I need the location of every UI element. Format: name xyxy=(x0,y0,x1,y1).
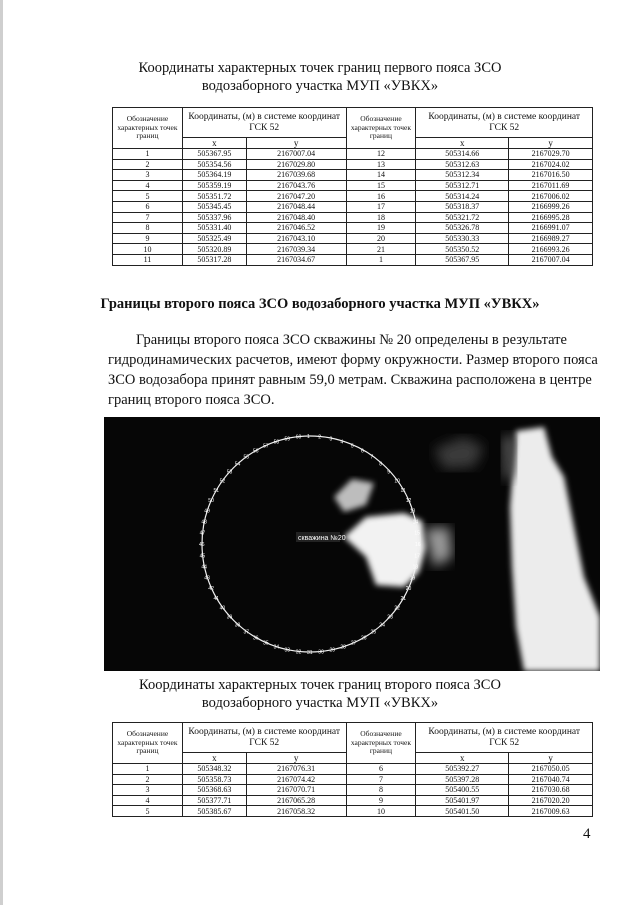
table2 xyxy=(112,722,593,817)
cell-r-n: 14 xyxy=(346,170,416,181)
table1-label-header-right: Обозначение характерных точек границ xyxy=(346,108,416,149)
cell-r-x: 505312.34 xyxy=(416,170,509,181)
cell-l-n: 9 xyxy=(113,233,183,244)
cell-l-n: 4 xyxy=(113,180,183,191)
table-row xyxy=(113,212,593,223)
cell-l-n: 3 xyxy=(113,785,183,796)
table1-y-header-right: y xyxy=(509,138,593,149)
cell-r-x: 505312.63 xyxy=(416,159,509,170)
boundary-point-label: 40 xyxy=(219,605,226,612)
boundary-point-label: 37 xyxy=(243,629,250,636)
cell-r-n: 7 xyxy=(346,774,416,785)
cell-r-y: 2167040.74 xyxy=(509,774,593,785)
cell-r-n: 19 xyxy=(346,223,416,234)
table2-coord-header: Координаты, (м) в системе координат ГСК 52 xyxy=(182,723,346,753)
boundary-point-label: 32 xyxy=(295,649,302,656)
boundary-point-label: 36 xyxy=(253,635,259,642)
cell-r-y: 2166991.07 xyxy=(509,223,593,234)
table2-title: Координаты характерных точек границ второго пояса ЗСО водозаборного участка МУП «УВКХ» xyxy=(139,677,501,711)
cell-l-y: 2167048.44 xyxy=(246,201,346,212)
cell-l-x: 505337.96 xyxy=(182,212,246,223)
boundary-point-label: 9 xyxy=(387,469,391,476)
cell-r-n: 20 xyxy=(346,233,416,244)
table-row xyxy=(113,244,593,255)
cell-r-n: 13 xyxy=(346,159,416,170)
boundary-point-label: 48 xyxy=(201,519,207,526)
cell-l-x: 505351.72 xyxy=(182,191,246,202)
table1-x-header-right: x xyxy=(416,138,509,149)
boundary-point-label: 54 xyxy=(234,461,241,468)
table-row xyxy=(113,764,593,775)
table-row xyxy=(113,201,593,212)
cell-r-x: 505392.27 xyxy=(416,764,509,775)
boundary-point-label: 17 xyxy=(414,553,420,560)
cell-r-n: 16 xyxy=(346,191,416,202)
table-row xyxy=(113,223,593,234)
table2-label-header-right: Обозначение характерных точек границ xyxy=(346,723,416,764)
table-row xyxy=(113,159,593,170)
cell-l-y: 2167043.10 xyxy=(246,233,346,244)
paragraph-line-4: границ второго пояса ЗСО. xyxy=(108,392,275,408)
cell-r-x: 505318.37 xyxy=(416,201,509,212)
cell-r-n: 21 xyxy=(346,244,416,255)
cell-l-y: 2167070.71 xyxy=(246,785,346,796)
cell-l-y: 2167074.42 xyxy=(246,774,346,785)
cell-l-n: 8 xyxy=(113,223,183,234)
boundary-point-label: 21 xyxy=(400,596,407,602)
cell-l-n: 11 xyxy=(113,254,183,265)
cell-r-y: 2167030.68 xyxy=(509,785,593,796)
table1-label-header: Обозначение характерных точек границ xyxy=(113,108,183,149)
cell-l-n: 10 xyxy=(113,244,183,255)
table2-label-header: Обозначение характерных точек границ xyxy=(113,723,183,764)
cell-l-x: 505317.28 xyxy=(182,254,246,265)
cell-r-n: 18 xyxy=(346,212,416,223)
cell-r-x: 505397.28 xyxy=(416,774,509,785)
well-label: скважина №20 xyxy=(298,535,346,542)
boundary-point-label: 42 xyxy=(208,585,214,592)
boundary-point-label: 45 xyxy=(199,553,206,560)
boundary-point-label: 52 xyxy=(219,478,226,485)
cell-l-n: 2 xyxy=(113,774,183,785)
boundary-point-label: 16 xyxy=(415,542,421,548)
cell-l-x: 505348.32 xyxy=(182,764,246,775)
cell-l-y: 2167076.31 xyxy=(246,764,346,775)
cell-r-n: 10 xyxy=(346,806,416,817)
table-row xyxy=(113,149,593,160)
cell-l-n: 7 xyxy=(113,212,183,223)
cell-l-n: 3 xyxy=(113,170,183,181)
cell-r-y: 2167011.69 xyxy=(509,180,593,191)
cell-r-n: 8 xyxy=(346,785,416,796)
cell-r-x: 505350.52 xyxy=(416,244,509,255)
cell-l-y: 2167007.04 xyxy=(246,149,346,160)
cell-l-y: 2167043.76 xyxy=(246,180,346,191)
table1-coord-header: Координаты, (м) в системе координат ГСК 52 xyxy=(182,108,346,138)
boundary-point-label: 5 xyxy=(350,443,354,450)
boundary-point-label: 29 xyxy=(329,647,336,654)
boundary-point-label: 33 xyxy=(284,647,291,654)
cell-l-n: 5 xyxy=(113,191,183,202)
table1-coord-header-right: Координаты, (м) в системе координат ГСК 52 xyxy=(416,108,593,138)
cell-l-x: 505364.19 xyxy=(182,170,246,181)
cell-r-y: 2167006.02 xyxy=(509,191,593,202)
table2-y-header-right: y xyxy=(509,753,593,764)
table1 xyxy=(112,107,593,266)
boundary-point-label: 35 xyxy=(263,640,269,647)
cell-l-x: 505368.63 xyxy=(182,785,246,796)
cell-l-y: 2167029.80 xyxy=(246,159,346,170)
cell-l-n: 4 xyxy=(113,795,183,806)
table2-x-header-right: x xyxy=(416,753,509,764)
boundary-point-label: 60 xyxy=(295,434,302,441)
boundary-point-label: 26 xyxy=(361,635,367,642)
boundary-point-label: 19 xyxy=(409,575,416,582)
table2-coord-header-right: Координаты, (м) в системе координат ГСК 52 xyxy=(416,723,593,753)
cell-l-y: 2167065.28 xyxy=(246,795,346,806)
boundary-point-label: 34 xyxy=(273,644,280,651)
boundary-point-label: 47 xyxy=(199,530,206,537)
cell-l-x: 505377.71 xyxy=(182,795,246,806)
boundary-point-label: 7 xyxy=(370,454,374,461)
cell-r-y: 2167007.04 xyxy=(509,254,593,265)
cell-r-x: 505367.95 xyxy=(416,254,509,265)
cell-l-x: 505331.40 xyxy=(182,223,246,234)
boundary-point-label: 55 xyxy=(243,454,250,461)
cell-l-y: 2167034.67 xyxy=(246,254,346,265)
cell-r-y: 2167020.20 xyxy=(509,795,593,806)
cell-l-x: 505325.49 xyxy=(182,233,246,244)
cell-r-n: 6 xyxy=(346,764,416,775)
paragraph-line-1: Границы второго пояса ЗСО скважины № 20 определены в результате xyxy=(136,332,567,348)
boundary-point-label: 31 xyxy=(307,650,313,656)
cell-r-n: 1 xyxy=(346,254,416,265)
section2-heading: Границы второго пояса ЗСО водозаборного участка МУП «УВКХ» xyxy=(100,296,540,312)
cell-l-y: 2167048.40 xyxy=(246,212,346,223)
cell-l-x: 505345.45 xyxy=(182,201,246,212)
cell-r-y: 2167024.02 xyxy=(509,159,593,170)
cell-l-x: 505358.73 xyxy=(182,774,246,785)
table-row xyxy=(113,170,593,181)
cell-r-n: 9 xyxy=(346,795,416,806)
cell-r-y: 2167050.05 xyxy=(509,764,593,775)
boundary-point-label: 14 xyxy=(412,519,419,526)
cell-r-y: 2166999.26 xyxy=(509,201,593,212)
boundary-point-label: 6 xyxy=(361,448,364,455)
cell-l-x: 505320.89 xyxy=(182,244,246,255)
boundary-point-label: 38 xyxy=(234,622,241,629)
cell-l-n: 6 xyxy=(113,201,183,212)
cell-l-y: 2167047.20 xyxy=(246,191,346,202)
section2-paragraph xyxy=(108,330,601,410)
cell-l-x: 505385.67 xyxy=(182,806,246,817)
cell-l-y: 2167039.34 xyxy=(246,244,346,255)
cell-r-n: 12 xyxy=(346,149,416,160)
table-row xyxy=(113,774,593,785)
boundary-point-label: 46 xyxy=(199,542,205,548)
table-row xyxy=(113,254,593,265)
boundary-point-label: 58 xyxy=(273,439,280,446)
table-row xyxy=(113,806,593,817)
cell-l-y: 2167058.32 xyxy=(246,806,346,817)
table2-x-header: x xyxy=(182,753,246,764)
cell-r-x: 505401.50 xyxy=(416,806,509,817)
cell-l-n: 2 xyxy=(113,159,183,170)
cell-r-y: 2167029.70 xyxy=(509,149,593,160)
paragraph-line-2: гидродинамических расчетов, имеют форму окружности. Размер второго пояса xyxy=(108,352,598,368)
cell-r-x: 505312.71 xyxy=(416,180,509,191)
boundary-point-label: 27 xyxy=(350,640,357,647)
table2-y-header: y xyxy=(246,753,346,764)
table1-y-header: y xyxy=(246,138,346,149)
scan-edge xyxy=(0,0,3,905)
table1-title: Координаты характерных точек границ первого пояса ЗСО водозаборного участка МУП «УВКХ» xyxy=(138,60,502,94)
cell-r-x: 505314.24 xyxy=(416,191,509,202)
boundary-point-label: 4 xyxy=(340,439,344,446)
boundary-point-label: 51 xyxy=(213,488,220,494)
cell-l-n: 5 xyxy=(113,806,183,817)
boundary-point-label: 22 xyxy=(394,605,400,612)
boundary-point-label: 57 xyxy=(263,443,269,450)
cell-l-x: 505354.56 xyxy=(182,159,246,170)
boundary-point-label: 39 xyxy=(226,614,233,621)
boundary-point-label: 10 xyxy=(394,478,400,485)
boundary-point-label: 8 xyxy=(379,461,383,468)
boundary-point-label: 24 xyxy=(379,622,385,629)
table-row xyxy=(113,233,593,244)
boundary-point-label: 18 xyxy=(412,564,419,571)
cell-r-n: 17 xyxy=(346,201,416,212)
boundary-point-label: 43 xyxy=(204,575,210,582)
page-number: 4 xyxy=(583,826,591,842)
boundary-point-label: 49 xyxy=(204,508,210,515)
boundary-point-label: 12 xyxy=(405,498,412,505)
boundary-point-label: 28 xyxy=(340,644,346,651)
boundary-point-label: 23 xyxy=(387,614,393,621)
cell-l-y: 2167046.52 xyxy=(246,223,346,234)
cell-r-x: 505326.78 xyxy=(416,223,509,234)
zone-map-image xyxy=(104,417,600,671)
zone-map-svg xyxy=(104,417,600,671)
boundary-point-label: 59 xyxy=(284,436,291,443)
cell-r-x: 505400.55 xyxy=(416,785,509,796)
table1-x-header: x xyxy=(182,138,246,149)
boundary-point-label: 41 xyxy=(213,596,220,602)
table-row xyxy=(113,785,593,796)
cell-r-x: 505314.66 xyxy=(416,149,509,160)
boundary-point-label: 20 xyxy=(405,585,412,592)
cell-r-x: 505330.33 xyxy=(416,233,509,244)
boundary-point-label: 13 xyxy=(409,508,416,515)
boundary-point-label: 25 xyxy=(370,629,377,636)
cell-l-n: 1 xyxy=(113,149,183,160)
cell-r-y: 2166993.26 xyxy=(509,244,593,255)
boundary-point-label: 3 xyxy=(329,436,333,443)
cell-r-y: 2167009.63 xyxy=(509,806,593,817)
paragraph-line-3: ЗСО водозабора принят равным 59,0 метрам. Скважина расположена в центре xyxy=(108,372,592,388)
cell-r-y: 2166995.28 xyxy=(509,212,593,223)
boundary-point-label: 15 xyxy=(414,530,420,537)
boundary-point-label: 1 xyxy=(307,434,310,440)
boundary-point-label: 53 xyxy=(226,469,233,476)
boundary-point-label: 11 xyxy=(400,488,406,494)
boundary-point-label: 50 xyxy=(208,498,214,505)
cell-r-y: 2166989.27 xyxy=(509,233,593,244)
boundary-point-label: 2 xyxy=(318,434,322,441)
boundary-point-label: 56 xyxy=(253,448,259,455)
table-row xyxy=(113,191,593,202)
cell-l-x: 505367.95 xyxy=(182,149,246,160)
cell-r-x: 505401.97 xyxy=(416,795,509,806)
cell-r-x: 505321.72 xyxy=(416,212,509,223)
table-row xyxy=(113,180,593,191)
boundary-point-label: 44 xyxy=(201,564,207,571)
table-row xyxy=(113,795,593,806)
cell-l-n: 1 xyxy=(113,764,183,775)
well-marker xyxy=(296,532,346,542)
cell-r-n: 15 xyxy=(346,180,416,191)
cell-l-y: 2167039.68 xyxy=(246,170,346,181)
cell-l-x: 505359.19 xyxy=(182,180,246,191)
boundary-point-label: 30 xyxy=(318,649,324,656)
cell-r-y: 2167016.50 xyxy=(509,170,593,181)
